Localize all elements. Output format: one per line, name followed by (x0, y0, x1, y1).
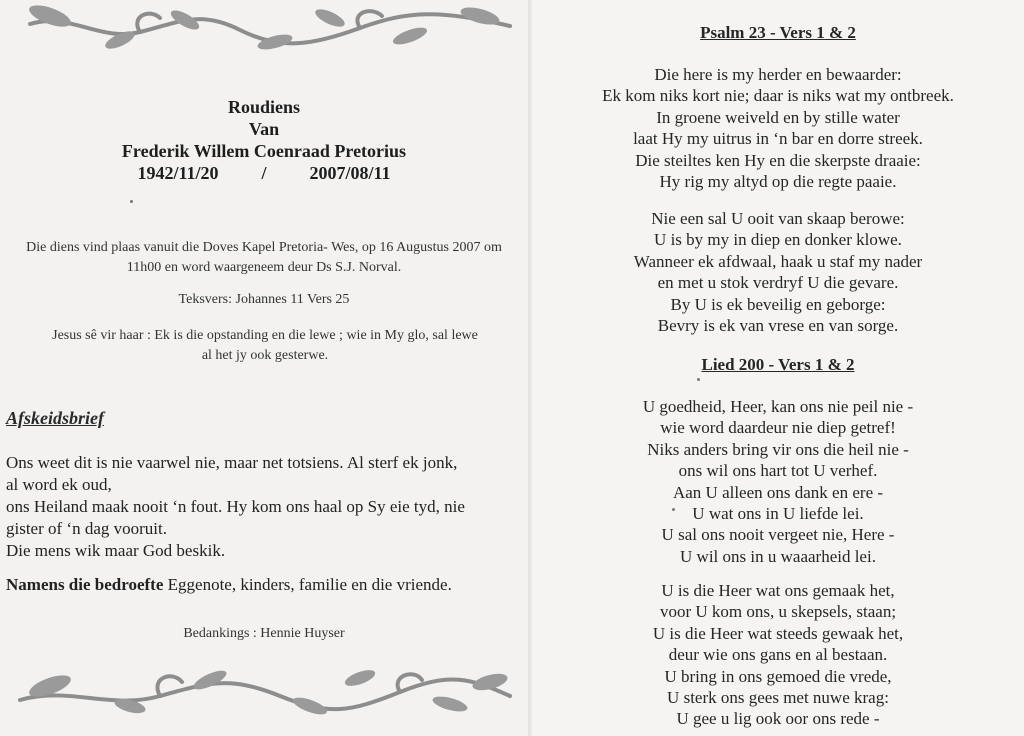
hymn-line: U wat ons in U liefde lei. (692, 504, 864, 524)
hymn-line: Aan U alleen ons dank en ere - (672, 482, 884, 502)
psalm-verse-1 (532, 64, 1024, 192)
psalm-heading: Psalm 23 - Vers 1 & 2 (700, 23, 856, 42)
hymn-line: U is by my in diep en donker klowe. (654, 230, 902, 250)
hymn-line: Hy rig my altyd op die regte paaie. (659, 172, 897, 192)
flourish-ornament-bottom (10, 656, 520, 716)
hymn-line: U gee u lig ook oor ons rede - (676, 709, 880, 729)
hymn-line: U is die Heer wat ons gemaak het, (661, 581, 895, 600)
hymn-verse-2 (532, 580, 1024, 730)
hymn-line: wie word daardeur nie diep getref! (660, 418, 896, 438)
flourish-ornament-top (10, 2, 520, 62)
acknowledgements: Bedankings : Hennie Huyser (183, 626, 345, 641)
letter-line: gister of ‘n dag vooruit. (6, 519, 167, 538)
title-block (0, 96, 528, 184)
hymn-line: en met u stok verdryf U die gevare. (657, 273, 899, 293)
hymn-line: U wil ons in u waaarheid lei. (680, 546, 876, 566)
text-verse: Teksvers: Johannes 11 Vers 25 (178, 292, 350, 307)
paper-speck (130, 200, 133, 203)
jesus-quote: Jesus sê vir haar : Ek is die opstanding en die lewe ; wie in My glo, sal lewe al het jy ook gesterwe. (52, 328, 478, 363)
farewell-letter (6, 452, 516, 562)
hymn-line: ons wil ons hart tot U verhef. (678, 461, 878, 481)
right-page (532, 0, 1024, 736)
hymn-line: U sal ons nooit vergeet nie, Here - (661, 525, 895, 545)
letter-line: ons Heiland maak nooit ‘n fout. Hy kom ons haal op Sy eie tyd, nie (6, 497, 465, 516)
hymn-heading: Lied 200 - Vers 1 & 2 (701, 355, 855, 374)
hymn-line: Wanneer ek afdwaal, haak u staf my nader (633, 251, 923, 271)
hymn-line: Ek kom niks kort nie; daar is niks wat my ontbreek. (602, 86, 954, 106)
hymn-line: Die here is my herder en bewaarder: (654, 65, 902, 84)
on-behalf-label: Namens die bedroefte (6, 575, 164, 594)
death-date: 2007/08/11 (309, 163, 391, 183)
paper-speck (697, 378, 700, 381)
hymn-line: U bring in ons gemoed die vrede, (664, 666, 892, 686)
letter-heading: Afskeidsbrief (6, 408, 104, 428)
hymn-line: laat Hy my uitrus in ‘n bar en dorre streek. (633, 129, 923, 149)
letter-line: Die mens wik maar God beskik. (6, 541, 226, 560)
hymn-line: Nie een sal U ooit van skaap berowe: (651, 209, 905, 228)
hymn-line: voor U kom ons, u skepsels, staan; (659, 602, 897, 622)
title-roudiens: Roudiens (227, 97, 301, 117)
hymn-line: Bevry is ek van vrese en van sorge. (657, 316, 899, 336)
hymn-line: deur wie ons gans en al bestaan. (668, 645, 888, 665)
service-details: Die diens vind plaas vanuit die Doves Kapel Pretoria- Wes, op 16 Augustus 2007 om 11h00 en word waargeneem deur Ds S.J. Norval. (26, 240, 502, 275)
hymn-line: U goedheid, Heer, kan ons nie peil nie - (642, 397, 914, 416)
hymn-line: By U is ek beveilig en geborge: (670, 294, 886, 314)
letter-line: Ons weet dit is nie vaarwel nie, maar net totsiens. Al sterf ek jonk, (6, 453, 458, 472)
deceased-name: Frederik Willem Coenraad Pretorius (121, 141, 407, 161)
psalm-verse-2 (532, 208, 1024, 336)
letter-line: al word ek oud, (6, 475, 112, 494)
hymn-line: U sterk ons gees met nuwe krag: (667, 688, 889, 708)
hymn-line: Niks anders bring vir ons die heil nie - (647, 439, 909, 459)
paper-speck (672, 508, 675, 511)
hymn-line: U is die Heer wat steeds gewaak het, (652, 623, 904, 643)
on-behalf-names: Eggenote, kinders, familie en die vriende. (163, 575, 452, 594)
date-separator: / (261, 163, 267, 183)
hymn-line: Die steiltes ken Hy en die skerpste draaie: (635, 150, 921, 170)
hymn-verse-1 (532, 396, 1024, 567)
on-behalf-of (6, 574, 452, 596)
title-van: Van (248, 119, 280, 139)
life-dates (0, 162, 528, 184)
birth-date: 1942/11/20 (137, 163, 219, 183)
hymn-line: In groene weiveld en by stille water (656, 107, 900, 127)
